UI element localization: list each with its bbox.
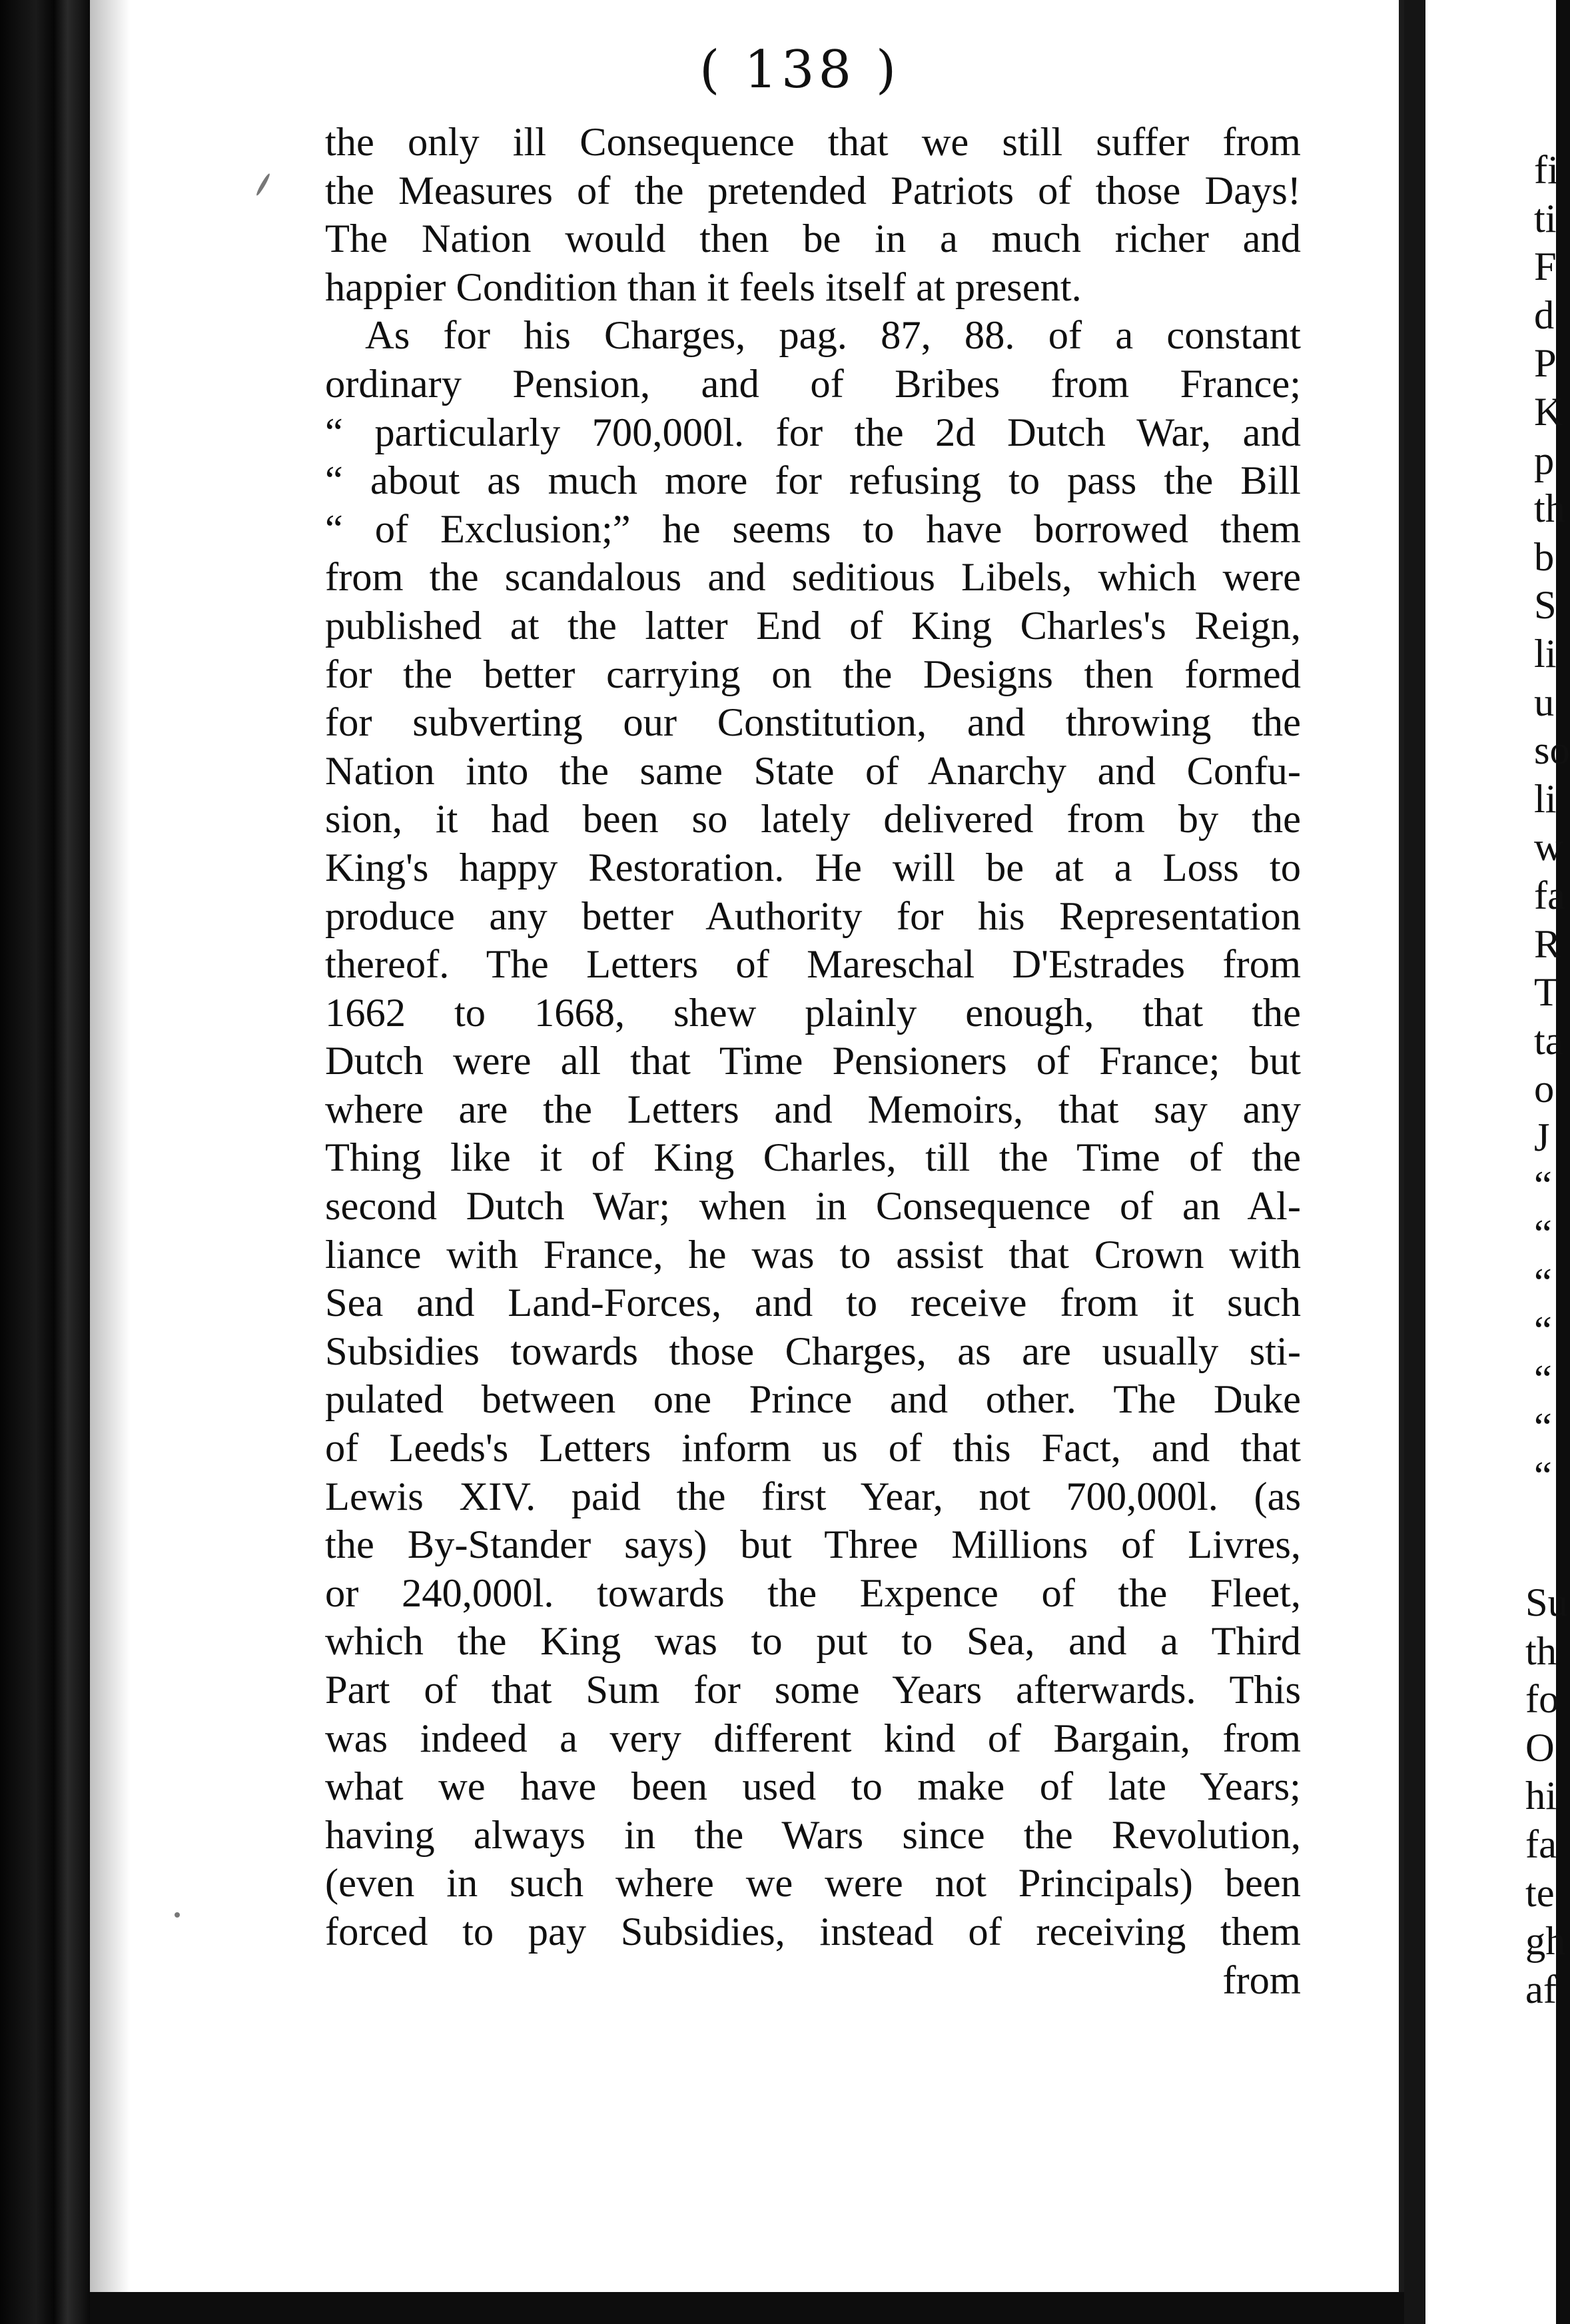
text-line: from <box>1222 1958 1301 2003</box>
text-line: from the scandalous and seditious Libels, which were <box>325 555 1301 600</box>
facing-page-fragment: “ <box>1534 1454 1552 1499</box>
text-line: the Measures of the pretended Patriots of those Days! <box>325 168 1301 213</box>
facing-page-fragment: F <box>1534 245 1557 290</box>
facing-page-fragment: th <box>1525 1628 1557 1674</box>
text-line: the only ill Consequence that we still suffer from <box>325 120 1301 165</box>
facing-page-fragment: O <box>1525 1725 1555 1770</box>
facing-page-fragment: S <box>1534 583 1557 628</box>
text-line: Nation into the same State of Anarchy and Confu- <box>325 748 1301 794</box>
text-line: the By-Stander says) but Three Millions of Livres, <box>325 1522 1301 1568</box>
text-line: (even in such where we were not Principals) been <box>325 1861 1301 1906</box>
text-line: Sea and Land-Forces, and to receive from it such <box>325 1281 1301 1326</box>
facing-page-fragment: fo <box>1525 1677 1559 1722</box>
text-line: The Nation would then be in a much richer and <box>325 217 1301 262</box>
facing-page-fragment: d <box>1534 292 1555 338</box>
facing-page-fragment: P <box>1534 341 1557 386</box>
text-line: “ particularly 700,000l. for the 2d Dutch War, and <box>325 410 1301 455</box>
text-line: Part of that Sum for some Years afterwards. This <box>325 1668 1301 1712</box>
facing-page-fragment: “ <box>1534 1357 1552 1402</box>
facing-page-fragment: Su <box>1525 1580 1568 1625</box>
facing-page-fragment: fi <box>1534 148 1559 193</box>
text-line: thereof. The Letters of Mareschal D'Estrades from <box>325 942 1301 987</box>
text-line: where are the Letters and Memoirs, that say any <box>325 1087 1301 1132</box>
text-line: King's happy Restoration. He will be at a Loss to <box>325 845 1301 890</box>
text-line: was indeed a very different kind of Bargain, from <box>325 1716 1301 1761</box>
book-gutter <box>1404 0 1425 2324</box>
facing-page-fragments-bottom <box>1525 1579 1568 2014</box>
text-line: Thing like it of King Charles, till the Time of the <box>325 1135 1301 1181</box>
text-line: pulated between one Prince and other. The Duke <box>325 1377 1301 1423</box>
text-line: “ about as much more for refusing to pass the Bill <box>325 458 1301 504</box>
text-line: for subverting our Constitution, and throwing the <box>325 700 1301 746</box>
facing-page-fragment: “ <box>1534 1163 1552 1209</box>
text-line: “ of Exclusion;” he seems to have borrowed them <box>325 506 1301 552</box>
facing-page-fragment: hi <box>1525 1774 1557 1819</box>
facing-page-fragments-top <box>1534 147 1570 1501</box>
facing-page-fragment: b <box>1534 534 1555 580</box>
scan-speck <box>175 1912 180 1918</box>
text-line: for the better carrying on the Designs then formed <box>325 652 1301 697</box>
book-spine-edge <box>0 0 90 2324</box>
page-number: ( 138 ) <box>699 40 901 100</box>
facing-page-fragment: “ <box>1534 1212 1552 1257</box>
text-line: sion, it had been so lately delivered from by the <box>325 797 1301 842</box>
facing-page-fragment: w <box>1534 825 1563 870</box>
text-line: ordinary Pension, and of Bribes from France; <box>325 361 1301 406</box>
facing-page-fragment: p <box>1534 438 1555 483</box>
text-line: forced to pay Subsidies, instead of receiving them <box>325 1909 1301 1954</box>
facing-page-fragment: K <box>1534 389 1563 434</box>
text-line: happier Condition than it feels itself at present. <box>325 265 1082 310</box>
text-line: of Leeds's Letters inform us of this Fact, and that <box>325 1426 1301 1471</box>
facing-page-fragment: li <box>1534 776 1557 822</box>
text-line: or 240,000l. towards the Expence of the Fleet, <box>325 1570 1301 1616</box>
text-line: 1662 to 1668, shew plainly enough, that the <box>325 990 1301 1035</box>
facing-page-fragment: u <box>1534 680 1555 725</box>
facing-page-fragment: gh <box>1525 1919 1566 1964</box>
facing-page-fragment: R <box>1534 921 1561 967</box>
facing-page-fragment: ti <box>1534 196 1557 241</box>
facing-page-fragment: so <box>1534 728 1570 774</box>
facing-page-fragment: T <box>1534 970 1559 1015</box>
text-line: Dutch were all that Time Pensioners of France; but <box>325 1039 1301 1084</box>
text-line: As for his Charges, pag. 87, 88. of a constant <box>365 313 1301 358</box>
facing-page-fragment: “ <box>1534 1405 1552 1451</box>
facing-page-fragment: th <box>1534 486 1566 532</box>
text-line: liance with France, he was to assist that Crown with <box>325 1232 1301 1277</box>
facing-page-fragment: te <box>1525 1870 1555 1916</box>
text-line: published at the latter End of King Charles's Reign, <box>325 603 1301 648</box>
facing-page-fragment: o <box>1534 1067 1555 1112</box>
facing-page-fragment: “ <box>1534 1309 1552 1354</box>
text-line: what we have been used to make of late Years; <box>325 1764 1301 1810</box>
facing-page-fragment: li <box>1534 631 1557 676</box>
facing-page-fragment: J <box>1534 1115 1550 1160</box>
facing-page-fragment: fa <box>1534 873 1565 918</box>
text-line: which the King was to put to Sea, and a Third <box>325 1619 1301 1664</box>
text-line: Lewis XIV. paid the first Year, not 700,000l. (as <box>325 1474 1301 1519</box>
page-body-text <box>325 119 1301 2005</box>
text-line: second Dutch War; when in Consequence of an Al- <box>325 1184 1301 1229</box>
facing-page-fragment: fa <box>1525 1822 1557 1867</box>
text-line: produce any better Authority for his Representation <box>325 893 1301 939</box>
text-line: having always in the Wars since the Revolution, <box>325 1812 1301 1858</box>
facing-page-fragment: ta <box>1534 1018 1563 1063</box>
text-line: Subsidies towards those Charges, as are usually sti- <box>325 1329 1301 1374</box>
facing-page-fragment: af <box>1525 1967 1557 2012</box>
facing-page-fragment: “ <box>1534 1260 1552 1305</box>
page-shadow <box>90 0 130 2292</box>
